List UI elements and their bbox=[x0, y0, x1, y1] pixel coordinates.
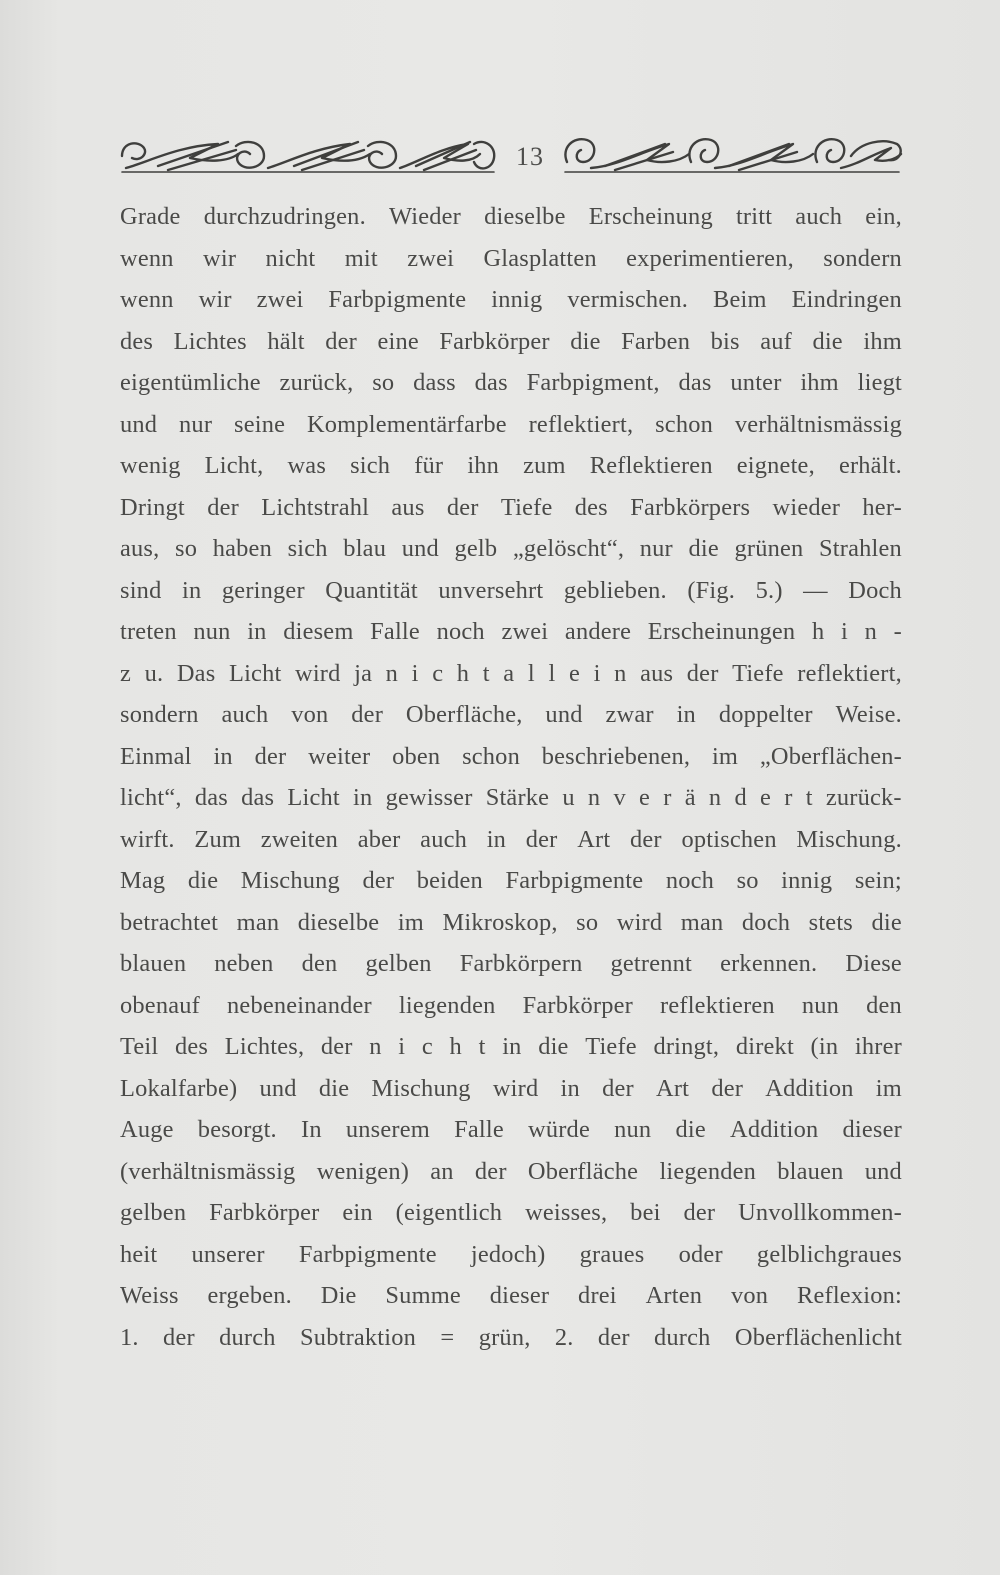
text-line: wenig Licht, was sich für ihn zum Reflektieren eignete, erhält. bbox=[120, 452, 902, 479]
text-line: betrachtet man dieselbe im Mikroskop, so wird man doch stets die bbox=[120, 908, 902, 936]
text-line: z u. Das Licht wird ja n i c h t a l l e i n aus der Tiefe reflektiert, bbox=[120, 659, 902, 687]
page-number: 13 bbox=[516, 142, 544, 171]
text-line: (verhältnismässig wenigen) an der Oberfläche liegenden blauen und bbox=[120, 1157, 902, 1185]
text-line: obenauf nebeneinander liegenden Farbkörper reflektieren nun den bbox=[120, 991, 902, 1019]
text-line: Teil des Lichtes, der n i c h t in die Tiefe dringt, direkt (in ihrer bbox=[120, 1033, 902, 1060]
text-line: wirft. Zum zweiten aber auch in der Art der optischen Mischung. bbox=[120, 825, 902, 853]
text-line: des Lichtes hält der eine Farbkörper die Farben bis auf die ihm bbox=[120, 327, 902, 355]
text-line: Einmal in der weiter oben schon beschriebenen, im „Oberflächen- bbox=[120, 742, 902, 770]
text-line: heit unserer Farbpigmente jedoch) graues oder gelblichgraues bbox=[120, 1240, 902, 1268]
text-line: Grade durchzudringen. Wieder dieselbe Erscheinung tritt auch ein, bbox=[120, 203, 902, 230]
text-line: sondern auch von der Oberfläche, und zwar in doppelter Weise. bbox=[120, 701, 902, 728]
text-line: licht“, das das Licht in gewisser Stärke u n v e r ä n d e r t zurück- bbox=[120, 784, 902, 811]
text-line: eigentümliche zurück, so dass das Farbpigment, das unter ihm liegt bbox=[120, 369, 902, 396]
text-line: gelben Farbkörper ein (eigentlich weisses, bei der Unvollkommen- bbox=[120, 1199, 902, 1226]
text-line: 1. der durch Subtraktion = grün, 2. der durch Oberflächenlicht bbox=[120, 1323, 902, 1351]
text-line: treten nun in diesem Falle noch zwei andere Erscheinungen h i n - bbox=[120, 618, 902, 645]
text-line: Mag die Mischung der beiden Farbpigmente noch so innig sein; bbox=[120, 867, 902, 894]
text-line: wenn wir zwei Farbpigmente innig vermischen. Beim Eindringen bbox=[120, 286, 902, 313]
text-line: wenn wir nicht mit zwei Glasplatten experimentieren, sondern bbox=[120, 244, 902, 272]
body-text bbox=[120, 196, 902, 1358]
text-line: aus, so haben sich blau und gelb „gelöscht“, nur die grünen Strahlen bbox=[120, 535, 902, 562]
left-ornament-icon bbox=[118, 132, 498, 180]
text-line: blauen neben den gelben Farbkörpern getrennt erkennen. Diese bbox=[120, 950, 902, 977]
text-line: Dringt der Lichtstrahl aus der Tiefe des Farbkörpers wieder her- bbox=[120, 493, 902, 521]
page-header bbox=[118, 128, 904, 188]
text-line: Lokalfarbe) und die Mischung wird in der Art der Addition im bbox=[120, 1074, 902, 1102]
text-line: Auge besorgt. In unserem Falle würde nun die Addition dieser bbox=[120, 1116, 902, 1143]
text-line: und nur seine Komplementärfarbe reflektiert, schon verhältnismässig bbox=[120, 410, 902, 438]
right-ornament-icon bbox=[561, 132, 904, 180]
text-line: sind in geringer Quantität unversehrt geblieben. (Fig. 5.) — Doch bbox=[120, 576, 902, 604]
text-line: Weiss ergeben. Die Summe dieser drei Arten von Reflexion: bbox=[120, 1282, 902, 1309]
